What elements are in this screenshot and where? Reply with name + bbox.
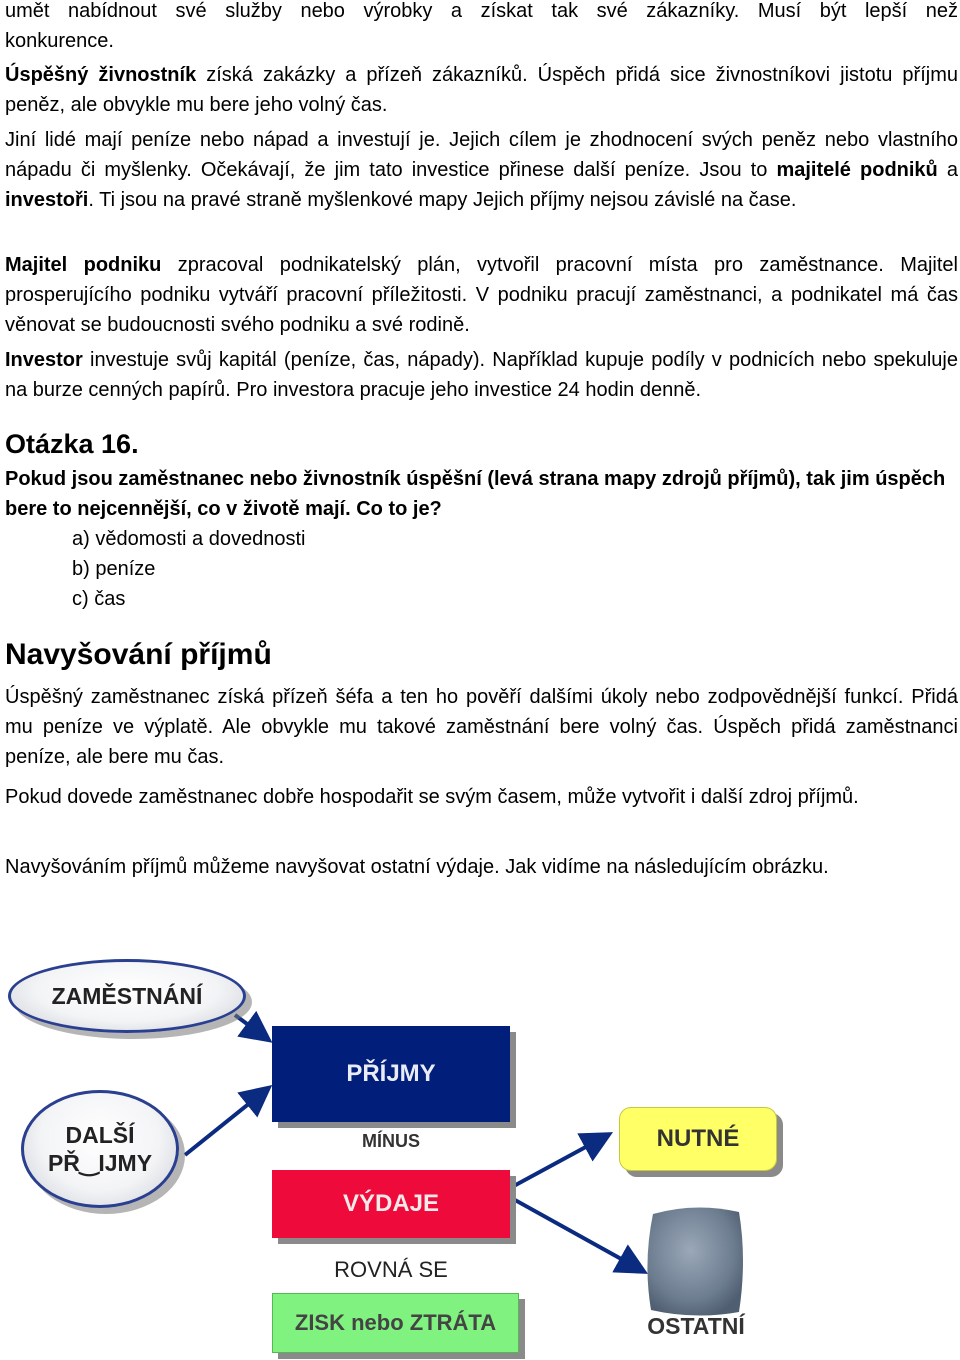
box-zisk-ztrata: [272, 1293, 519, 1353]
paragraph-zivnostnik: [5, 60, 958, 120]
p4-text: zpracoval podnikatelský plán, vytvořil pracovní místa pro zaměstnance. Majitel prosperujícího podniku vytváří pracovní příležitosti. V podniku pracují zaměstnanci, a podnikatel má čas věnovat se budoucnosti svého podniku a své rodině.: [5, 254, 959, 336]
label-nutne: NUTNÉ: [656, 1125, 740, 1152]
question-option-a: a) vědomosti a dovednosti: [72, 528, 306, 550]
label-prijmy: PŘÍJMY: [346, 1060, 436, 1087]
arrow-zamestnani-to-prijmy: [235, 1015, 266, 1038]
box-prijmy: [272, 1026, 510, 1122]
box-nutne: [619, 1107, 777, 1171]
label-zisk: ZISK nebo ZTRÁTA: [294, 1310, 497, 1335]
label-minus: MÍNUS: [362, 1131, 420, 1151]
section-paragraph-2: Pokud dovede zaměstnanec dobře hospodařit se svým časem, může vytvořit i další zdroj příjmů.: [5, 786, 859, 808]
paragraph-continuation: [5, 0, 958, 26]
question-title: Otázka 16.: [5, 429, 139, 459]
label-dalsi-prijmy: [48, 1121, 152, 1177]
label-vydaje: VÝDAJE: [342, 1190, 440, 1217]
p2-text: získá zakázky a přízeň zákazníků. Úspěch přidá sice živnostníkovi jistotu příjmu peněz, ale obvykle mu bere jeho volný čas.: [5, 64, 958, 116]
income-expense-diagram: [0, 940, 960, 1360]
label-rovna-se: ROVNÁ SE: [334, 1257, 448, 1282]
paragraph-majitel: [5, 250, 958, 340]
box-vydaje: [272, 1170, 510, 1238]
term-majitel: Majitel podniku: [5, 254, 162, 276]
paragraph-investice: [5, 125, 958, 215]
paragraph-investor: [5, 345, 958, 405]
ellipse-zamestnani: [8, 959, 246, 1033]
p3-text3: . Ti jsou na pravé straně myšlenkové mapy Jejich příjmy nejsou závislé na čase.: [88, 189, 797, 211]
label-zamestnani: ZAMĚSTNÁNÍ: [51, 983, 203, 1009]
p3-text1: Jiní lidé mají peníze nebo nápad a investují je. Jejich cílem je zhodnocení svých peněz nebo vlastního nápadu či myšlenky. Očekávají, že jim tato investice přinese další peníze. Jsou to: [5, 129, 958, 181]
section-paragraph-3: Navyšováním příjmů můžeme navyšovat ostatní výdaje. Jak vidíme na následujícím obrázku.: [5, 856, 829, 878]
p3-text2: a: [937, 159, 958, 181]
arrow-dalsi-to-prijmy: [185, 1090, 266, 1155]
paragraph-continuation-end: [5, 26, 958, 56]
term-zivnostnik: Úspěšný živnostník: [5, 64, 197, 86]
label-dalsi-line2: PŘ‿IJMY: [47, 1150, 153, 1176]
question-option-c: c) čas: [72, 588, 126, 610]
label-ostatni: OSTATNÍ: [647, 1313, 745, 1339]
p5-text: investuje svůj kapitál (peníze, čas, nápady). Například kupuje podíly v podnicích nebo spekuluje na burze cenných papírů. Pro investora pracuje jeho investice 24 hodin denně.: [5, 349, 958, 401]
term-investor: Investor: [5, 349, 83, 371]
term-majitele: majitelé podniků: [776, 159, 938, 181]
arrow-vydaje-to-ostatni: [488, 1185, 641, 1270]
label-dalsi-line1: DALŠÍ: [65, 1122, 135, 1148]
cushion-icon: [643, 1202, 747, 1320]
question-option-b: b) peníze: [72, 558, 156, 580]
term-investori: investoři: [5, 189, 89, 211]
ellipse-dalsi-prijmy: [21, 1090, 179, 1208]
section-title: Navyšování příjmů: [5, 638, 272, 671]
p1-line2: konkurence.: [5, 30, 114, 52]
section-paragraph-1: Úspěšný zaměstnanec získá přízeň šéfa a ten ho pověří dalšími úkoly nebo zodpovědnější funkcí. Přidá mu peníze ve výplatě. Ale obvykle mu takové zaměstnání bere volný čas. Úspěch přidá zaměstnanci peníze, ale bere mu čas.: [5, 686, 958, 768]
question-text: Pokud jsou zaměstnanec nebo živnostník úspěšní (levá strana mapy zdrojů příjmů), tak jim úspěch bere to nejcennější, co v životě mají. Co to je?: [5, 468, 946, 520]
p1-line1: umět nabídnout své služby nebo výrobky a získat tak své zákazníky. Musí být lepší než: [5, 0, 958, 22]
